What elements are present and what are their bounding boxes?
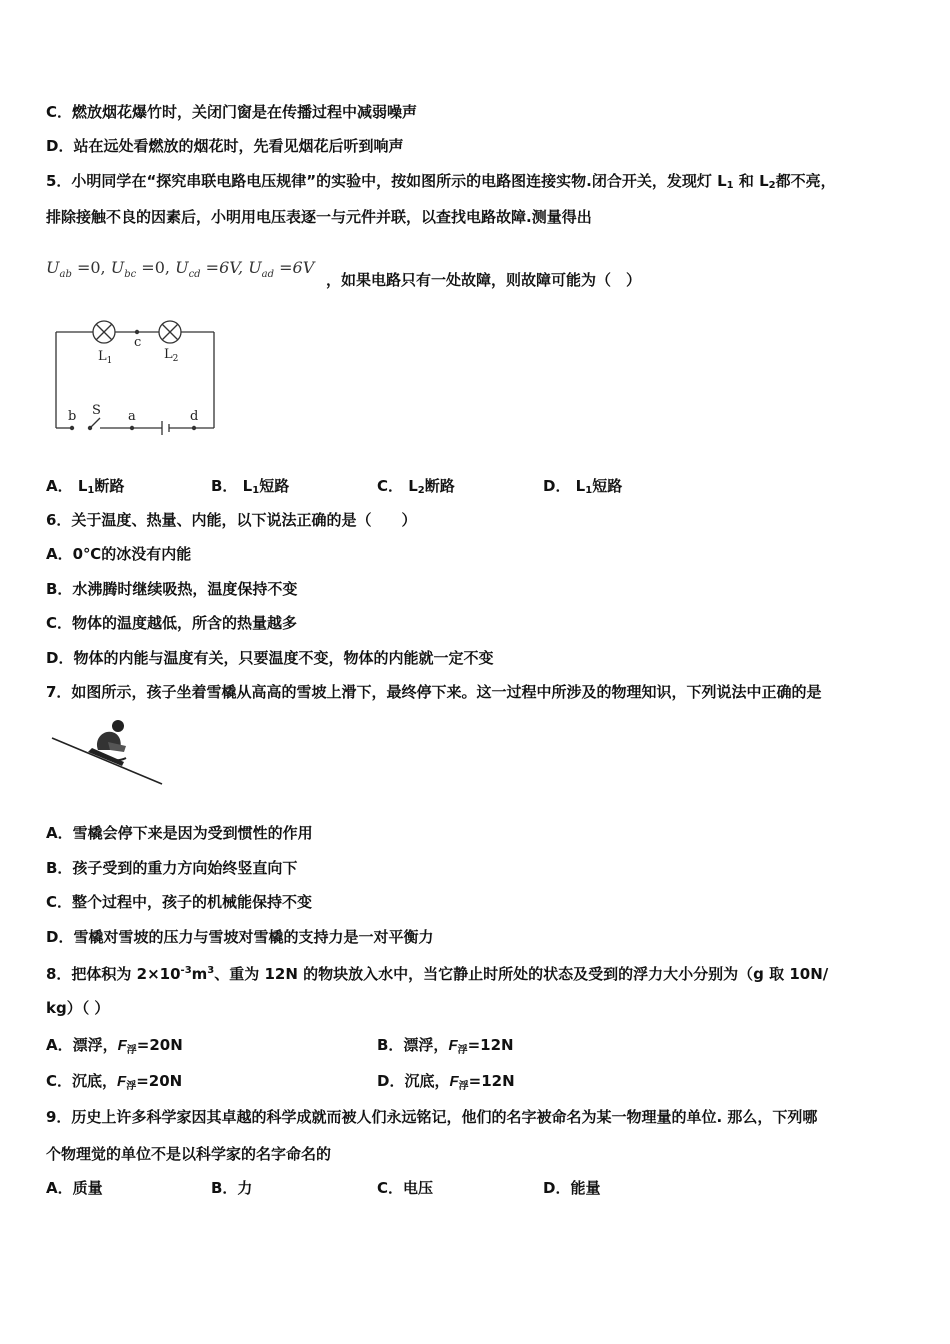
label-a: a	[128, 409, 136, 424]
q6-option-a[interactable]: A．0℃的冰没有内能	[46, 545, 192, 563]
q5-text-line2: 排除接触不良的因素后，小明用电压表逐一与元件并联，以查找电路故障.测量得出	[46, 208, 592, 226]
q6-option-b[interactable]: B．水沸腾时继续吸热，温度保持不变	[46, 580, 298, 598]
q8-option-d[interactable]: D．沉底，$F_浮=12N$	[377, 1072, 515, 1092]
q6-option-c[interactable]: C．物体的温度越低，所含的热量越多	[46, 614, 298, 632]
label-b: b	[68, 409, 77, 424]
q9-option-d[interactable]: D．能量	[543, 1179, 601, 1197]
q9-option-b[interactable]: B．力	[211, 1179, 253, 1197]
q9-question-line1: 9．历史上许多科学家因其卓越的科学成就而被人们永远铭记，他们的名字被命名为某一物理量的单位. 那么，下列哪	[46, 1108, 818, 1126]
q5-option-c[interactable]: C． $L_2$断路	[377, 477, 455, 496]
q5-text-line1: 5．小明同学在“探究串联电路电压规律”的实验中，按如图所示的电路图连接实物.闭合开关，发现灯 $L_1$ 和 $L_2$都不亮，	[46, 172, 836, 191]
label-s: S	[92, 403, 101, 418]
q8-option-a[interactable]: A．漂浮，$F_浮=20N$	[46, 1036, 183, 1056]
q8-question-line1: 8．把体积为 $2\times 10^{-3}m^3$、重为 12N 的物块放入水中，当它静止时所处的状态及受到的浮力大小分别为（g 取 10N/	[46, 965, 829, 983]
label-l2: $L_2$	[164, 347, 179, 364]
q6-question: 6．关于温度、热量、内能，以下说法正确的是（ ）	[46, 511, 417, 529]
sled-slope-figure	[50, 712, 170, 788]
q5-option-d[interactable]: D． $L_1$短路	[543, 477, 623, 496]
prev-option-c: C．燃放烟花爆竹时，关闭门窗是在传播过程中减弱噪声	[46, 103, 418, 121]
q8-option-b[interactable]: B．漂浮，$F_浮=12N$	[377, 1036, 514, 1056]
q8-option-c[interactable]: C．沉底，$F_浮=20N$	[46, 1072, 183, 1092]
label-l1: $L_1$	[98, 349, 113, 366]
q7-option-b[interactable]: B．孩子受到的重力方向始终竖直向下	[46, 859, 298, 877]
q9-question-line2: 个物理觉的单位不是以科学家的名字命名的	[46, 1145, 332, 1163]
q5-formula: $U_{ab} =0$, $U_{bc} =0$, $U_{cd} =6V$, $U_{ad} =6V$	[46, 258, 315, 281]
q8-question-line2: kg）（ ）	[46, 999, 110, 1017]
q7-option-c[interactable]: C．整个过程中，孩子的机械能保持不变	[46, 893, 313, 911]
circuit-diagram	[44, 310, 234, 440]
q7-option-d[interactable]: D．雪橇对雪坡的压力与雪坡对雪橇的支持力是一对平衡力	[46, 928, 434, 946]
q7-question: 7．如图所示，孩子坐着雪橇从高高的雪坡上滑下，最终停下来。这一过程中所涉及的物理知识，下列说法中正确的是	[46, 683, 822, 701]
q7-option-a[interactable]: A．雪橇会停下来是因为受到惯性的作用	[46, 824, 313, 842]
q5-question: ，如果电路只有一处故障，则故障可能为（ ）	[326, 271, 642, 289]
q9-option-a[interactable]: A．质量	[46, 1179, 103, 1197]
prev-option-d: D．站在远处看燃放的烟花时，先看见烟花后听到响声	[46, 137, 404, 155]
label-d: d	[190, 409, 199, 424]
label-c: c	[134, 335, 142, 350]
q5-option-b[interactable]: B． $L_1$短路	[211, 477, 290, 496]
q9-option-c[interactable]: C．电压	[377, 1179, 434, 1197]
q5-option-a[interactable]: A． $L_1$断路	[46, 477, 125, 496]
q6-option-d[interactable]: D．物体的内能与温度有关，只要温度不变，物体的内能就一定不变	[46, 649, 494, 667]
